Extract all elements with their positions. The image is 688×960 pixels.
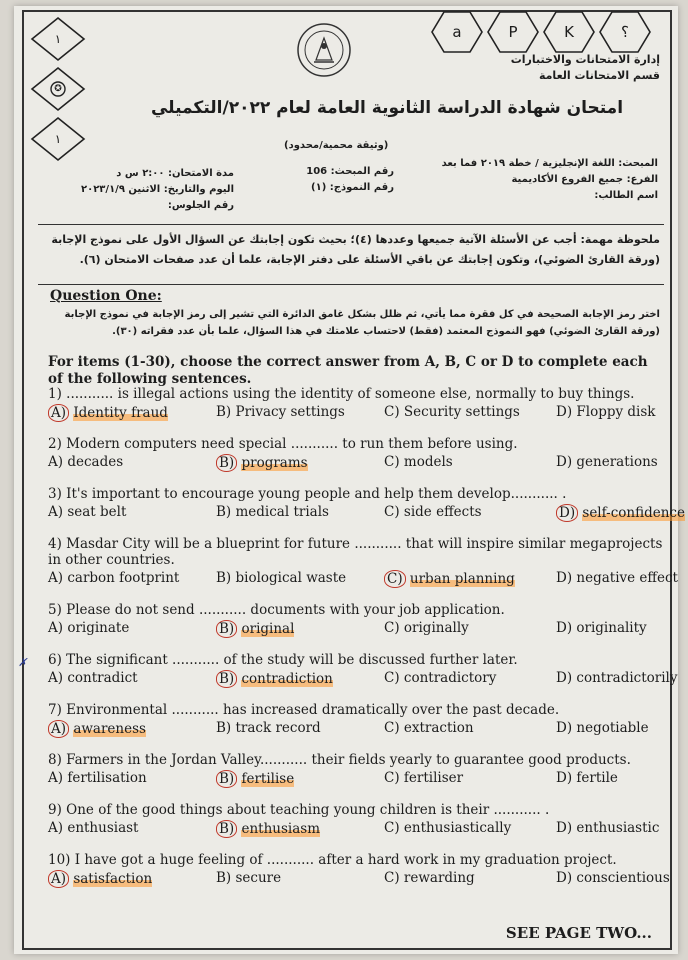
option-letter: A) [48, 770, 64, 786]
option-text: originality [576, 620, 647, 636]
option-letter: A) [48, 454, 64, 470]
option-text: fertilise [241, 771, 295, 787]
option-letter: D) [556, 504, 578, 522]
option-letter: A) [48, 670, 64, 686]
page-footer: SEE PAGE TWO... [505, 924, 652, 942]
option-text: secure [235, 870, 282, 886]
answer-option-b[interactable] [216, 870, 281, 886]
option-letter: C) [384, 720, 400, 736]
question-item: 4) Masdar City will be a blueprint for future ........... that will inspire similar megaprojects in other countries. A) carbon footprint B) biological waste C) urban planning D) negative effect [48, 536, 678, 587]
question-item: 3) It's important to encourage young people and help them develop........... . A) seat belt B) medical trials C) side effects D) self-confidence [48, 486, 685, 521]
answer-option-d[interactable] [556, 670, 678, 686]
option-letter: D) [556, 404, 573, 420]
option-letter: C) [384, 770, 400, 786]
answer-options [48, 668, 678, 688]
answer-option-c[interactable] [384, 570, 515, 588]
option-letter: D) [556, 870, 573, 886]
option-text: side effects [403, 504, 482, 520]
option-text: originate [67, 620, 130, 636]
answer-option-d[interactable] [556, 770, 618, 786]
answer-option-b[interactable] [216, 570, 346, 586]
option-letter: C) [384, 820, 400, 836]
exam-info-right: المبحث: اللغة الإنجليزية / خطة ٢٠١٩ فما بعد الفرع: جميع الفروع الأكاديمية اسم الطالب: [441, 158, 658, 201]
answer-option-d[interactable] [556, 870, 670, 886]
question-item: 1) ........... is illegal actions using the identity of someone else, normally to buy things. A) Identity fraud B) Privacy settings C) Security settings D) Floppy disk [48, 386, 662, 436]
page-code-diamonds [30, 16, 100, 166]
answer-option-c[interactable] [384, 620, 469, 636]
option-text: satisfaction [73, 871, 153, 887]
option-text: enthusiastically [403, 820, 512, 836]
answer-options [48, 818, 662, 838]
option-letter: D) [556, 570, 573, 586]
answer-option-c[interactable] [384, 770, 463, 786]
answer-option-a[interactable] [48, 504, 126, 520]
question-item: 9) One of the good things about teaching young children is their ........... . A) enthusiast B) enthusiasm C) enthusiastically D) enthusiastic [48, 802, 662, 852]
option-text: contradict [67, 670, 138, 686]
option-text: Security settings [403, 404, 520, 420]
answer-option-b[interactable] [216, 454, 308, 472]
option-text: Identity fraud [73, 405, 168, 421]
question-item: 8) Farmers in the Jordan Valley........... their fields yearly to guarantee good products. A) fertilisation B) fertilise C) fertiliser D) fertile [48, 752, 662, 802]
answer-option-b[interactable] [216, 504, 329, 520]
divider [38, 284, 664, 285]
exam-info-middle: رقم المبحث: 106 رقم النموذج: (١) [306, 166, 394, 193]
option-letter: B) [216, 570, 232, 586]
option-text: awareness [73, 721, 146, 737]
answer-option-d[interactable] [556, 454, 658, 470]
option-text: fertilisation [67, 770, 147, 786]
answer-option-d[interactable] [556, 820, 659, 836]
question-item: ✗ 6) The significant ........... of the study will be discussed further later. A) contradict B) contradiction C) contradictory D) contradictorily [18, 652, 678, 687]
option-letter: A) [48, 620, 64, 636]
ministry-seal-icon [294, 16, 354, 88]
answer-option-c[interactable] [384, 404, 520, 420]
answer-option-b[interactable] [216, 720, 321, 736]
answer-option-a[interactable] [48, 620, 129, 636]
exam-page [14, 6, 685, 954]
diamond-box: ✪ [30, 66, 86, 112]
option-text: track record [235, 720, 321, 736]
answer-options [48, 402, 662, 422]
answer-options [48, 618, 662, 638]
answer-option-a[interactable] [48, 404, 168, 422]
answer-option-c[interactable] [384, 454, 453, 470]
answer-options [48, 568, 678, 588]
option-letter: D) [556, 620, 573, 636]
option-letter: B) [216, 720, 232, 736]
important-note: ملحوظة مهمة: أجب عن الأسئلة الآتية جميعها وعددها (٤)؛ بحيث تكون إجابتك عن السؤال الأول على نموذج الإجابة (ورقة القارئ الضوئي)، وتكون إجابتك عن باقي الأسئلة على دفتر الإجابة، علما أن عدد صفحات الامتحان (٦). [51, 233, 660, 266]
answer-option-c[interactable] [384, 720, 474, 736]
instructions-arabic: اختر رمز الإجابة الصحيحة في كل فقرة مما يأتي، ثم ظلل بشكل غامق الدائرة التي تشير إلى رمز الإجابة في نموذج الإجابة (ورقة القارئ الضوئي) فهو النموذج المعتمد (فقط) لاحتساب علامتك في هذا السؤال، علما بأن عدد فقراته (٣٠). [64, 309, 660, 337]
option-text: generations [576, 454, 658, 470]
option-text: models [403, 454, 453, 470]
option-text: carbon footprint [67, 570, 180, 586]
option-letter: B) [216, 670, 237, 688]
option-letter: A) [48, 820, 64, 836]
option-letter: B) [216, 404, 232, 420]
document-classification: (وثيقة محمية/محدود) [284, 140, 389, 151]
option-text: contradiction [241, 671, 333, 687]
department-heading: إدارة الامتحانات والاختبارات قسم الامتحانات العامة [510, 53, 660, 82]
question-item: 7) Environmental ........... has increased dramatically over the past decade. A) awareness B) track record C) extraction D) negotiable [48, 702, 662, 752]
option-letter: B) [216, 454, 237, 472]
option-text: medical trials [235, 504, 329, 520]
option-text: contradictorily [576, 670, 678, 686]
diamond-box: ١ [30, 116, 86, 162]
exam-title: امتحان شهادة الدراسة الثانوية العامة لعام ٢٠٢٢/التكميلي [150, 98, 624, 118]
answer-option-b[interactable] [216, 620, 294, 638]
option-text: conscientious [576, 870, 670, 886]
hex-box: ؟ [598, 10, 652, 54]
answer-option-b[interactable] [216, 820, 320, 838]
answer-option-a[interactable] [48, 670, 138, 686]
option-letter: A) [48, 570, 64, 586]
option-text: programs [241, 455, 308, 471]
option-letter: C) [384, 404, 400, 420]
option-text: extraction [403, 720, 474, 736]
option-letter: C) [384, 620, 400, 636]
option-letter: A) [48, 720, 69, 738]
option-text: negotiable [576, 720, 649, 736]
option-letter: C) [384, 870, 400, 886]
option-text: enthusiastic [576, 820, 660, 836]
option-text: rewarding [403, 870, 475, 886]
option-text: enthusiasm [241, 821, 321, 837]
question-title: Question One: [50, 288, 162, 304]
option-letter: D) [556, 670, 573, 686]
answer-options [48, 768, 662, 788]
answer-option-a[interactable] [48, 720, 146, 738]
answer-options [48, 502, 685, 522]
option-letter: B) [216, 870, 232, 886]
answer-option-c[interactable] [384, 820, 511, 836]
option-letter: D) [556, 770, 573, 786]
option-text: decades [67, 454, 124, 470]
answer-option-a[interactable] [48, 770, 147, 786]
answer-option-b[interactable] [216, 770, 294, 788]
option-letter: A) [48, 870, 69, 888]
option-letter: C) [384, 570, 406, 588]
answer-option-d[interactable] [556, 504, 685, 522]
answer-option-b[interactable] [216, 404, 345, 420]
option-letter: B) [216, 620, 237, 638]
answer-option-d[interactable] [556, 404, 655, 420]
option-text: Privacy settings [235, 404, 345, 420]
margin-mark: ✗ [18, 656, 28, 669]
divider [38, 224, 664, 225]
answer-option-c[interactable] [384, 504, 482, 520]
option-text: self-confidence [582, 505, 685, 521]
option-text: enthusiast [67, 820, 139, 836]
option-text: fertile [576, 770, 618, 786]
answer-option-b[interactable] [216, 670, 333, 688]
answer-option-a[interactable] [48, 570, 179, 586]
answer-option-d[interactable] [556, 570, 678, 586]
question-item: 2) Modern computers need special ........... to run them before using. A) decades B) programs C) models D) generations [48, 436, 662, 486]
diamond-box: ١ [30, 16, 86, 62]
answer-options [48, 452, 662, 472]
question-item: 10) I have got a huge feeling of ........... after a hard work in my graduation project. A) satisfaction B) secure C) rewarding D) conscientious [48, 852, 670, 887]
option-letter: D) [556, 720, 573, 736]
hex-box: a [430, 10, 484, 54]
answer-option-a[interactable] [48, 870, 152, 888]
option-letter: C) [384, 670, 400, 686]
instructions-english: For items (1-30), choose the correct answer from A, B, C or D to complete each of the following sentences. [48, 354, 648, 387]
answer-options [48, 718, 662, 738]
option-text: Floppy disk [576, 404, 656, 420]
answer-option-a[interactable] [48, 820, 138, 836]
option-letter: D) [556, 820, 573, 836]
hex-box: K [542, 10, 596, 54]
answer-option-d[interactable] [556, 620, 647, 636]
option-letter: B) [216, 770, 237, 788]
option-letter: B) [216, 504, 232, 520]
answer-option-c[interactable] [384, 670, 496, 686]
option-letter: C) [384, 504, 400, 520]
answer-option-d[interactable] [556, 720, 649, 736]
option-letter: A) [48, 404, 69, 422]
answer-options [48, 868, 670, 888]
option-text: original [241, 621, 295, 637]
question-items [18, 386, 685, 902]
option-text: seat belt [67, 504, 127, 520]
answer-option-a[interactable] [48, 454, 123, 470]
option-letter: D) [556, 454, 573, 470]
option-text: negative effect [576, 570, 678, 586]
exam-info-left: مدة الامتحان: ٢:٠٠ س د اليوم والتاريخ: الاثنين ٢٠٢٣/١/٩ رقم الجلوس: [81, 168, 234, 211]
option-text: contradictory [403, 670, 497, 686]
answer-option-c[interactable] [384, 870, 475, 886]
option-text: fertiliser [403, 770, 464, 786]
model-code-hexagons [430, 10, 652, 54]
option-text: originally [403, 620, 469, 636]
option-letter: B) [216, 820, 237, 838]
option-letter: C) [384, 454, 400, 470]
question-item: 5) Please do not send ........... documents with your job application. A) originate B) original C) originally D) originality [48, 602, 662, 652]
option-letter: A) [48, 504, 64, 520]
option-text: biological waste [235, 570, 347, 586]
hex-box: P [486, 10, 540, 54]
option-text: urban planning [409, 571, 515, 587]
